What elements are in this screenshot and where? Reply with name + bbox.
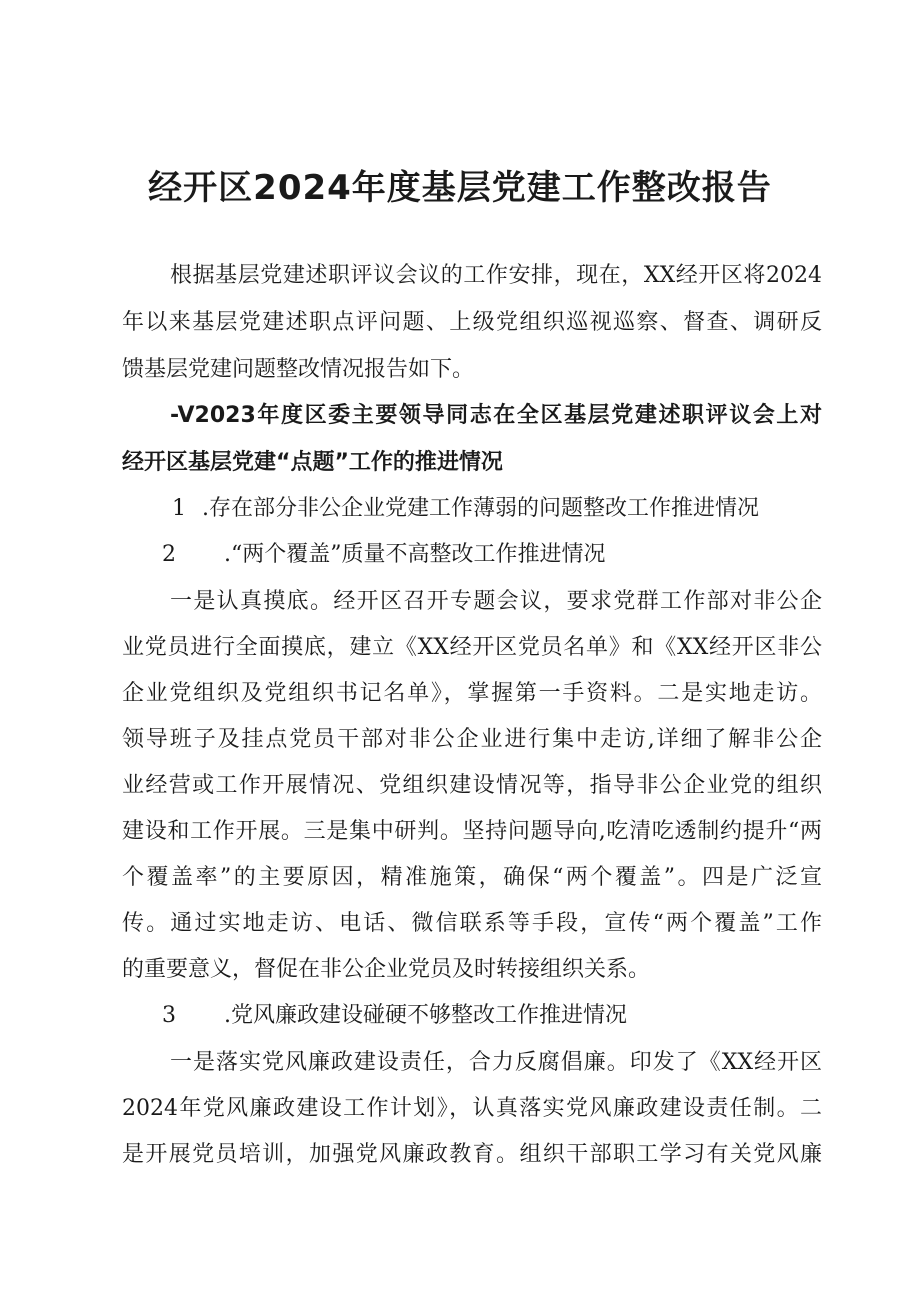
document-title: 经开区2024年度基层党建工作整改报告 (148, 168, 772, 208)
item-heading-3 (162, 994, 822, 1038)
body-line: 领导班子及挂点党员干部对非公企业进行集中走访,详细了解非公企 (122, 727, 822, 752)
body-line: 业党员进行全面摸底，建立《XX经开区党员名单》和《XX经开区非公 (122, 635, 822, 660)
body-line: 企业党组织及党组织书记名单》，掌握第一手资料。二是实地走访。 (122, 681, 822, 706)
body-line: 一是落实党风廉政建设责任，合力反腐倡廉。印发了《XX经开区 (170, 1050, 822, 1075)
item-heading-text: .“两个覆盖”质量不高整改工作推进情况 (224, 542, 606, 567)
item-heading-text: .党风廉政建设碰硬不够整改工作推进情况 (224, 1003, 627, 1028)
body-line: 建设和工作开展。三是集中研判。坚持问题导向,吃清吃透制约提升“两 (122, 819, 822, 844)
intro-line: 年以来基层党建述职点评问题、上级党组织巡视巡察、督查、调研反 (122, 310, 822, 335)
intro-line: 馈基层党建问题整改情况报告如下。 (122, 357, 475, 382)
section-heading-line: 经开区基层党建“点题”工作的推进情况 (122, 450, 503, 475)
body-line: 传。通过实地走访、电话、微信联系等手段，宣传“两个覆盖”工作 (122, 911, 822, 936)
item-heading-text: .存在部分非公企业党建工作薄弱的问题整改工作推进情况 (202, 496, 759, 521)
intro-line: 根据基层党建述职评议会议的工作安排，现在，XX经开区将2024 (170, 263, 822, 288)
item-heading-2 (162, 533, 822, 577)
body-line: 是开展党员培训，加强党风廉政教育。组织干部职工学习有关党风廉 (122, 1142, 822, 1167)
item-number: 3 (162, 1003, 176, 1028)
item-number: 2 (162, 542, 176, 567)
body-line: 2024年党风廉政建设工作计划》，认真落实党风廉政建设责任制。二 (122, 1096, 822, 1121)
item-number: 1 (172, 496, 186, 521)
item-heading-1 (172, 487, 822, 531)
body-line: 业经营或工作开展情况、党组织建设情况等，指导非公企业党的组织 (122, 773, 822, 798)
section-heading-line: -V2023年度区委主要领导同志在全区基层党建述职评议会上对 (170, 403, 822, 428)
body-line: 的重要意义，督促在非公企业党员及时转接组织关系。 (122, 957, 651, 982)
body-line: 个覆盖率”的主要原因，精准施策，确保“两个覆盖”。四是广泛宣 (122, 865, 822, 890)
body-line: 一是认真摸底。经开区召开专题会议，要求党群工作部对非公企 (170, 589, 822, 614)
